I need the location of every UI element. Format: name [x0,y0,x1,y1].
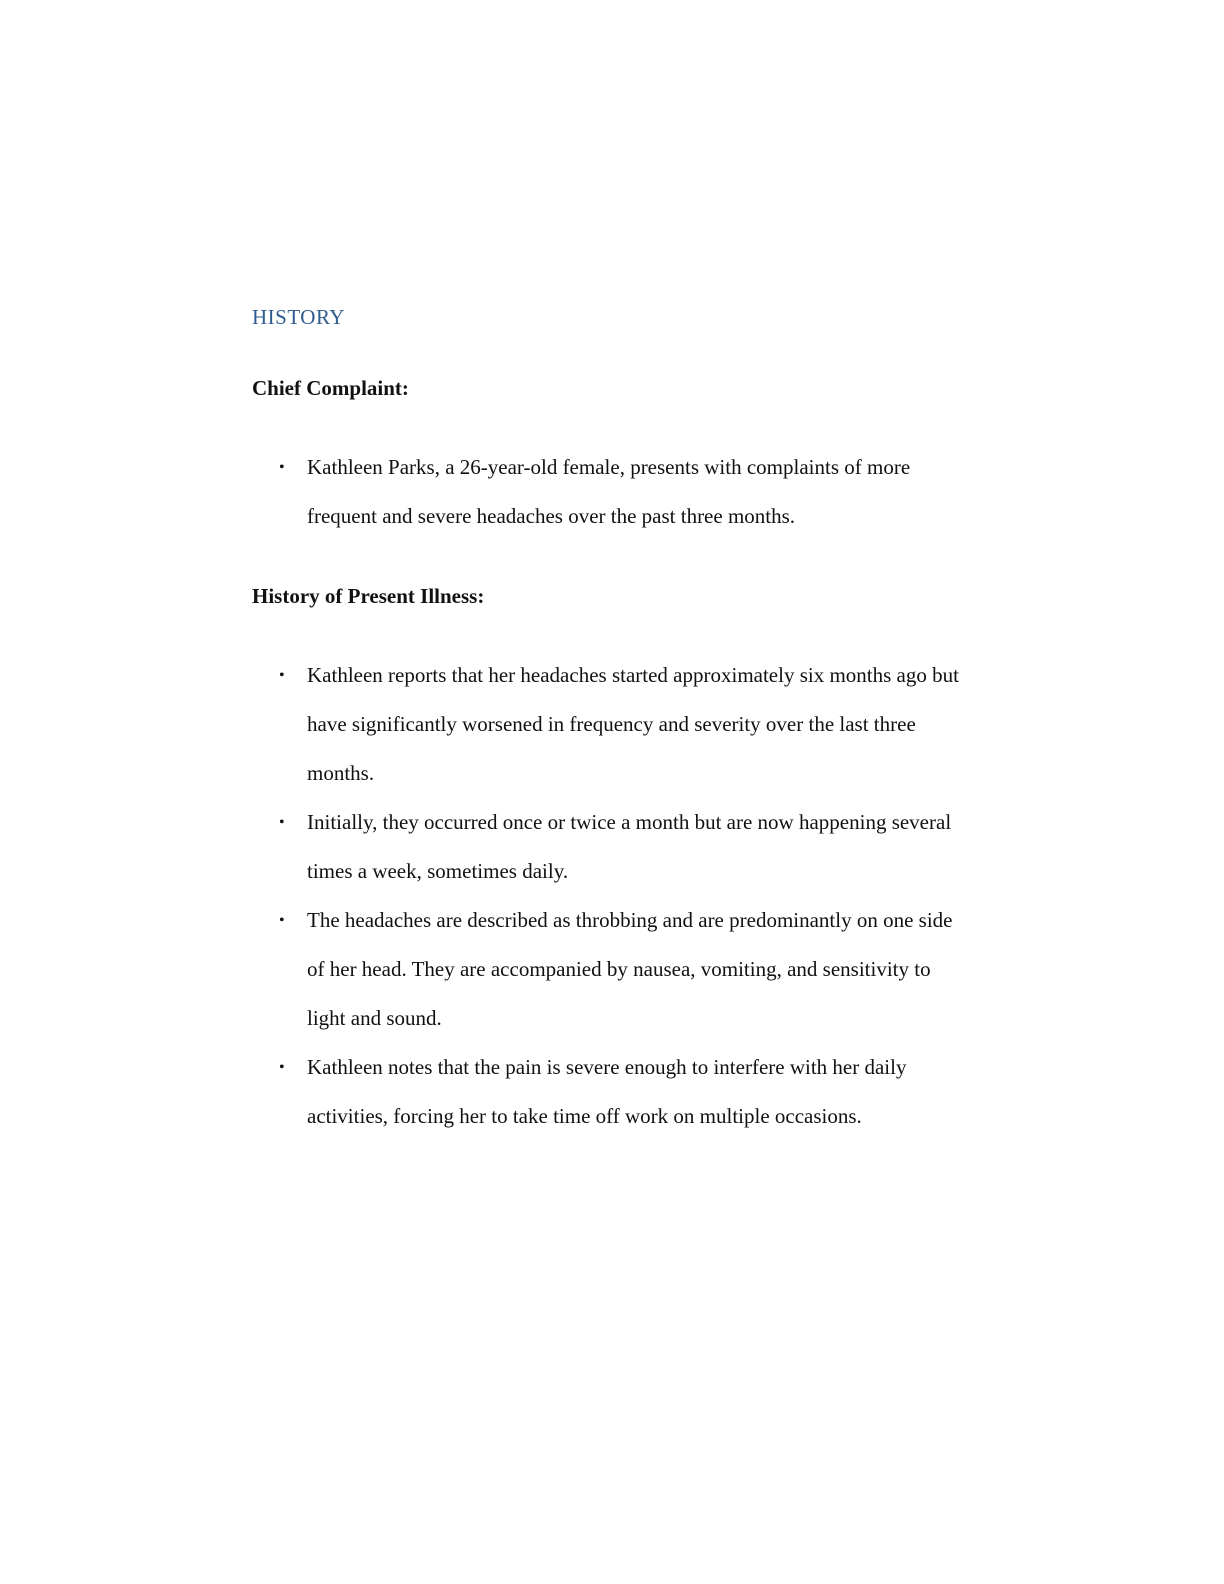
list-item [252,651,972,798]
list-item [252,443,972,541]
list-item-text: Initially, they occurred once or twice a month but are now happening several times a week, sometimes daily. [307,810,952,883]
chief-complaint-heading: Chief Complaint: [252,376,409,400]
chief-complaint-list [252,443,972,541]
list-item-text: The headaches are described as throbbing and are predominantly on one side of her head. They are accompanied by nausea, vomiting, and sensitivity to light and sound. [307,908,953,1030]
list-item [252,896,972,1043]
list-item-text: Kathleen notes that the pain is severe enough to interfere with her daily activities, forcing her to take time off work on multiple occasions. [307,1055,907,1128]
history-present-illness-list [252,651,972,1141]
list-item-text: Kathleen Parks, a 26-year-old female, presents with complaints of more frequent and severe headaches over the past three months. [307,455,911,528]
list-item [252,798,972,896]
bullet-icon: • [279,1059,285,1076]
list-item [252,1043,972,1141]
bullet-icon: • [279,912,285,929]
history-present-illness-heading: History of Present Illness: [252,584,485,608]
section-title: HISTORY [252,305,345,329]
list-item-text: Kathleen reports that her headaches started approximately six months ago but have significantly worsened in frequency and severity over the last three months. [307,663,959,785]
bullet-icon: • [279,814,285,831]
bullet-icon: • [279,459,285,476]
document-content [252,302,972,1141]
bullet-icon: • [279,667,285,684]
